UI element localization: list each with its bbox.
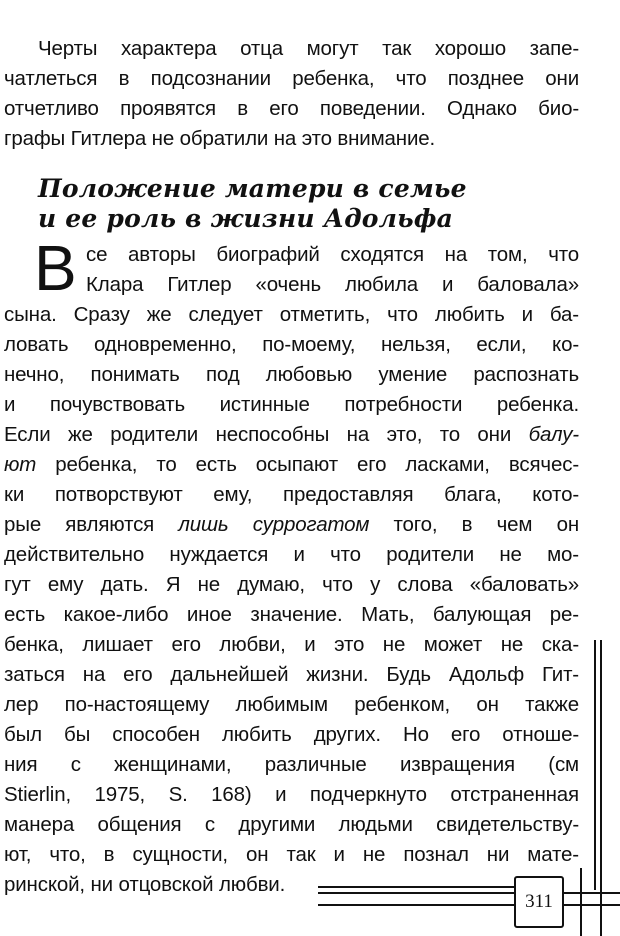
main-line-17: был бы способен любить других. Но его отноше- (4, 723, 579, 746)
page-number: 311 (525, 891, 553, 912)
main-line-4: ловать одновременно, по-моему, нельзя, если, ко- (4, 333, 579, 356)
footer-rule-1 (318, 886, 514, 888)
section-heading-line-2: и ее роль в жизни Адольфа (38, 204, 453, 233)
footer-rule-3 (318, 904, 514, 906)
main-line-10-text: рые являются (4, 513, 155, 536)
footer-rule-right-2 (564, 904, 620, 906)
main-line-14: бенка, лишает его любви, и это не может не ска- (4, 633, 579, 656)
main-line-10-tail: того, в чем он (369, 513, 579, 536)
main-line-9: ки потворствуют ему, предоставляя блага, кото- (4, 483, 579, 506)
margin-rule-left (594, 640, 596, 890)
intro-line-2: чатлеться в подсознании ребенка, что позднее они (4, 67, 579, 90)
main-line-3: сына. Сразу же следует отметить, что любить и ба- (4, 303, 579, 326)
intro-line-4: графы Гитлера не обратили на это внимание. (4, 127, 436, 150)
intro-line-3: отчетливо проявятся в его поведении. Однако био- (4, 97, 579, 120)
main-line-18: ния с женщинами, различные извращения (см (4, 753, 579, 776)
italic-yut: ют (4, 453, 37, 476)
drop-cap: В (34, 232, 77, 304)
intro-line-1: Черты характера отца могут так хорошо запе- (38, 37, 579, 60)
italic-surrogate: лишь суррогатом (178, 513, 370, 536)
main-line-13: есть какое-либо иное значение. Мать, балующая ре- (4, 603, 579, 626)
main-line-8 (4, 450, 579, 480)
main-line-7-text: Если же родители неспособны на это, то они (4, 423, 512, 446)
main-line-8-text: ребенка, то есть осыпают его ласками, всячес- (36, 453, 579, 476)
main-line-11: действительно нуждается и что родители не мо- (4, 543, 579, 566)
main-line-5: нечно, понимать под любовью умение распознать (4, 363, 579, 386)
main-line-21: ют, что, в сущности, он так и не познал ни мате- (4, 843, 579, 866)
main-line-20: манера общения с другими людьми свидетельству- (4, 813, 579, 836)
footer-vertical-rule (580, 868, 582, 936)
main-line-19: Stierlin, 1975, S. 168) и подчеркнуто отстраненная (4, 783, 579, 806)
footer-rule-2 (318, 892, 514, 894)
section-heading-line-1: Положение матери в семье (38, 174, 467, 203)
main-line-1: се авторы биографий сходятся на том, что (86, 243, 579, 266)
main-line-7 (4, 420, 579, 450)
footer-rule-right-1 (564, 892, 620, 894)
italic-balu: балу- (528, 423, 579, 446)
main-line-12: гут ему дать. Я не думаю, что у слова «баловать» (4, 573, 579, 596)
page-number-box (514, 876, 564, 928)
main-line-2: Клара Гитлер «очень любила и баловала» (86, 273, 579, 296)
main-line-15: заться на его дальнейшей жизни. Будь Адольф Гит- (4, 663, 579, 686)
main-line-10 (4, 510, 579, 540)
main-line-6: и почувствовать истинные потребности ребенка. (4, 393, 579, 416)
main-line-22: ринской, ни отцовской любви. (4, 873, 286, 896)
main-line-16: лер по-настоящему любимым ребенком, он также (4, 693, 579, 716)
